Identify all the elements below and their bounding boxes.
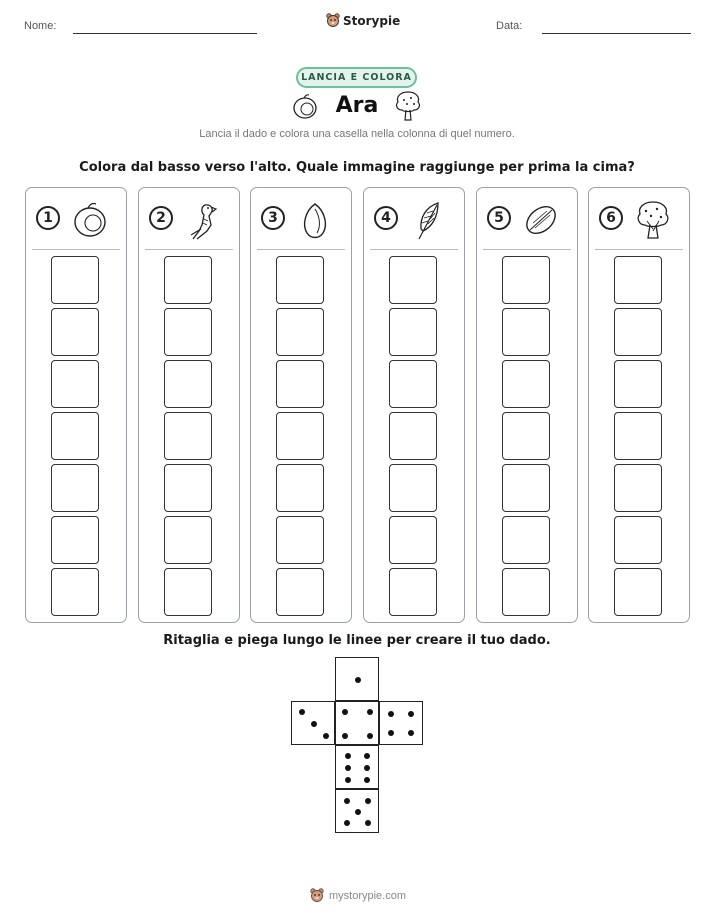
pip xyxy=(408,730,414,736)
pip xyxy=(345,765,351,771)
column-divider xyxy=(257,249,345,250)
nut-icon xyxy=(295,199,335,241)
color-cell[interactable] xyxy=(614,308,662,356)
tree-icon xyxy=(633,199,673,241)
color-cell[interactable] xyxy=(502,412,550,460)
color-cell[interactable] xyxy=(164,516,212,564)
color-cell[interactable] xyxy=(276,360,324,408)
color-cell[interactable] xyxy=(389,464,437,512)
color-cell[interactable] xyxy=(502,256,550,304)
column-divider xyxy=(483,249,571,250)
title-row xyxy=(0,91,714,125)
color-cell[interactable] xyxy=(51,412,99,460)
footer xyxy=(310,888,406,904)
color-cell[interactable] xyxy=(276,516,324,564)
color-cell[interactable] xyxy=(51,360,99,408)
column-1 xyxy=(25,187,127,623)
column-number: 4 xyxy=(374,206,398,230)
column-5 xyxy=(476,187,578,623)
pip xyxy=(388,711,394,717)
column-number: 2 xyxy=(149,206,173,230)
bear-icon xyxy=(326,13,340,29)
color-cell[interactable] xyxy=(276,464,324,512)
pip xyxy=(355,677,361,683)
color-cell[interactable] xyxy=(51,308,99,356)
name-label: Nome: xyxy=(24,20,57,32)
pip xyxy=(355,809,361,815)
color-cell[interactable] xyxy=(502,516,550,564)
column-4 xyxy=(363,187,465,623)
pip xyxy=(342,733,348,739)
color-cell[interactable] xyxy=(389,516,437,564)
color-cell[interactable] xyxy=(276,568,324,616)
pip xyxy=(364,765,370,771)
pip xyxy=(408,711,414,717)
die-face-5 xyxy=(335,789,379,833)
die-face-1 xyxy=(335,657,379,701)
color-cell[interactable] xyxy=(51,256,99,304)
color-cell[interactable] xyxy=(502,568,550,616)
color-cell[interactable] xyxy=(51,516,99,564)
page-title: Ara xyxy=(335,93,379,118)
color-cell[interactable] xyxy=(502,308,550,356)
color-cell[interactable] xyxy=(164,256,212,304)
pip xyxy=(364,753,370,759)
color-cell[interactable] xyxy=(276,412,324,460)
date-label: Data: xyxy=(496,20,523,32)
brand-name: Storypie xyxy=(343,14,401,28)
pip xyxy=(342,709,348,715)
pip xyxy=(345,753,351,759)
pip xyxy=(367,709,373,715)
column-divider xyxy=(145,249,233,250)
activity-badge: LANCIA E COLORA xyxy=(296,67,417,88)
cut-instruction: Ritaglia e piega lungo le linee per creare il tuo dado. xyxy=(163,633,551,648)
macaw-icon xyxy=(183,199,223,241)
color-cell[interactable] xyxy=(51,568,99,616)
pip xyxy=(299,709,305,715)
color-cell[interactable] xyxy=(389,568,437,616)
column-divider xyxy=(370,249,458,250)
pip xyxy=(323,733,329,739)
color-cell[interactable] xyxy=(164,308,212,356)
tree-icon xyxy=(393,89,423,123)
pip xyxy=(344,798,350,804)
seed-icon xyxy=(521,199,561,241)
pip xyxy=(311,721,317,727)
pip xyxy=(364,777,370,783)
instruction-text: Lancia il dado e colora una casella nella colonna di quel numero. xyxy=(199,128,515,140)
name-line xyxy=(73,33,257,34)
color-cell[interactable] xyxy=(164,568,212,616)
date-line xyxy=(542,33,691,34)
pip xyxy=(367,733,373,739)
pip xyxy=(365,820,371,826)
die-face-1 xyxy=(335,701,379,745)
color-cell[interactable] xyxy=(276,256,324,304)
color-cell[interactable] xyxy=(164,412,212,460)
column-divider xyxy=(32,249,120,250)
color-cell[interactable] xyxy=(614,516,662,564)
plum-icon xyxy=(70,199,110,241)
color-cell[interactable] xyxy=(389,360,437,408)
column-number: 5 xyxy=(487,206,511,230)
color-cell[interactable] xyxy=(614,256,662,304)
column-2 xyxy=(138,187,240,623)
color-cell[interactable] xyxy=(389,308,437,356)
color-cell[interactable] xyxy=(614,360,662,408)
pip xyxy=(344,820,350,826)
question-text: Colora dal basso verso l'alto. Quale immagine raggiunge per prima la cima? xyxy=(79,160,635,175)
feather-icon xyxy=(408,199,448,241)
color-cell[interactable] xyxy=(614,568,662,616)
color-cell[interactable] xyxy=(51,464,99,512)
color-cell[interactable] xyxy=(502,360,550,408)
column-3 xyxy=(250,187,352,623)
pip xyxy=(345,777,351,783)
color-cell[interactable] xyxy=(389,256,437,304)
column-number: 6 xyxy=(599,206,623,230)
brand-logo xyxy=(326,13,400,29)
footer-url: mystorypie.com xyxy=(329,890,407,902)
die-face-6 xyxy=(335,745,379,789)
pip xyxy=(365,798,371,804)
die-face-4 xyxy=(379,701,423,745)
color-cell[interactable] xyxy=(164,360,212,408)
column-divider xyxy=(595,249,683,250)
column-number: 3 xyxy=(261,206,285,230)
color-cell[interactable] xyxy=(502,464,550,512)
color-cell[interactable] xyxy=(276,308,324,356)
color-cell[interactable] xyxy=(164,464,212,512)
bear-icon xyxy=(310,888,324,904)
color-cell[interactable] xyxy=(389,412,437,460)
color-cell[interactable] xyxy=(614,412,662,460)
column-number: 1 xyxy=(36,206,60,230)
column-6 xyxy=(588,187,690,623)
color-cell[interactable] xyxy=(614,464,662,512)
pip xyxy=(388,730,394,736)
die-face-3 xyxy=(291,701,335,745)
